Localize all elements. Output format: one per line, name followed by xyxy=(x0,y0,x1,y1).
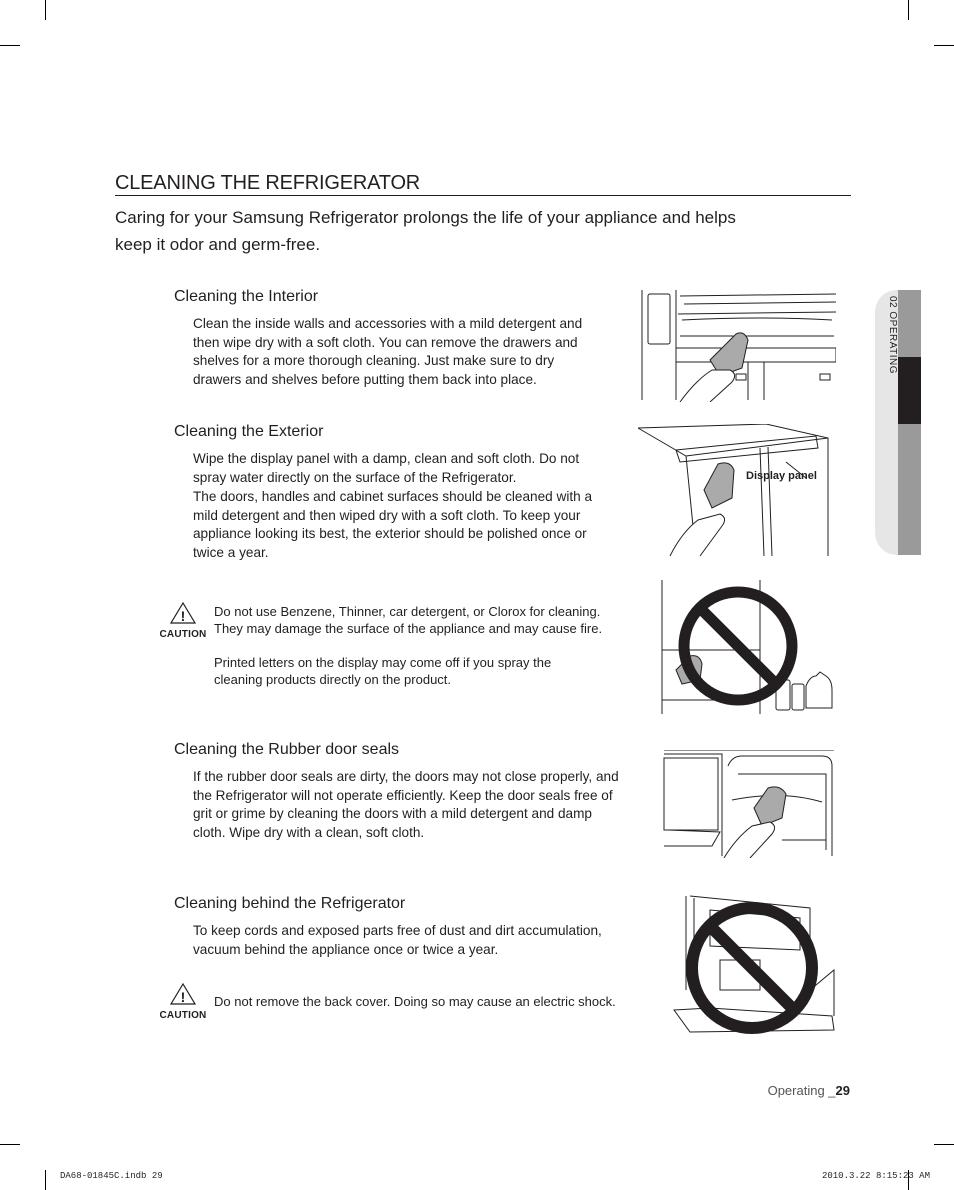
crop-mark xyxy=(934,1144,954,1145)
print-file-name: DA68-01845C.indb 29 xyxy=(60,1171,163,1181)
exterior-text-2: The doors, handles and cabinet surfaces should be cleaned with a mild detergent and then wiped dry with a soft cloth. To keep your appliance looking its best, the exterior should be polished once or twice a year. xyxy=(193,489,593,560)
door-seal-cleaning-illustration xyxy=(662,750,836,858)
heading-cleaning-rubber-door-seals: Cleaning the Rubber door seals xyxy=(174,741,400,758)
heading-cleaning-interior: Cleaning the Interior xyxy=(174,288,319,305)
heading-cleaning-behind-refrigerator: Cleaning behind the Refrigerator xyxy=(174,895,406,912)
exterior-cleaning-illustration xyxy=(636,424,832,558)
chapter-tab-label: 02 OPERATING xyxy=(887,296,898,375)
crop-mark xyxy=(0,1144,20,1145)
behind-refrigerator-text: To keep cords and exposed parts free of dust and dirt accumulation, vacuum behind the appliance once or twice a year. xyxy=(193,923,602,957)
crop-mark xyxy=(0,45,20,46)
section-title: CLEANING THE REFRIGERATOR xyxy=(115,172,421,194)
crop-mark xyxy=(45,0,46,20)
exterior-text-1: Wipe the display panel with a damp, clean and soft cloth. Do not spray water directly on the surface of the Refrigerator. xyxy=(193,451,580,485)
interior-text: Clean the inside walls and accessories with a mild detergent and then wipe dry with a soft cloth. You can remove the drawers and shelves for a more thorough cleaning. Just make sure to dry drawers and shelves before putting them back into place. xyxy=(193,316,583,387)
caution-block-1 xyxy=(156,602,210,640)
caution-label: CAUTION xyxy=(159,1010,207,1021)
caution-label: CAUTION xyxy=(159,629,207,640)
title-rule xyxy=(115,195,851,196)
caution-block-2 xyxy=(156,983,210,1021)
interior-cleaning-illustration xyxy=(640,290,836,402)
display-panel-label: Display panel xyxy=(746,470,817,482)
warning-triangle-icon xyxy=(170,983,196,1005)
prohibited-cleaning-products-illustration xyxy=(660,580,836,718)
svg-text:!: ! xyxy=(180,608,186,624)
caution-2-text: Do not remove the back cover. Doing so may cause an electric shock. xyxy=(214,994,616,1009)
page-footer xyxy=(768,1083,850,1098)
prohibited-back-cover-illustration xyxy=(670,890,836,1036)
page-number: 29 xyxy=(835,1083,850,1098)
prohibited-sign-icon xyxy=(692,908,812,1028)
footer-section: Operating _ xyxy=(767,1083,836,1098)
warning-triangle-icon xyxy=(170,602,196,624)
rubber-seals-text: If the rubber door seals are dirty, the doors may not close properly, and the Refrigerator will not operate efficiently. Keep the door seals free of grit or grime by cleaning the doors with a mild detergent and damp cloth. Wipe dry with a clean, soft cloth. xyxy=(193,769,619,840)
crop-mark xyxy=(908,0,909,20)
crop-mark xyxy=(45,1170,46,1190)
caution-1-text: Do not use Benzene, Thinner, car detergent, or Clorox for cleaning. They may damage the surface of the appliance and may cause fire. xyxy=(214,604,603,636)
svg-text:!: ! xyxy=(180,989,186,1005)
print-date: 2010.3.22 8:15:23 AM xyxy=(821,1171,930,1181)
chapter-tab-active-marker xyxy=(898,357,921,424)
intro-text: Caring for your Samsung Refrigerator prolongs the life of your appliance and helps keep it odor and germ-free. xyxy=(115,208,736,254)
heading-cleaning-exterior: Cleaning the Exterior xyxy=(174,423,324,440)
caution-1-note: Printed letters on the display may come off if you spray the cleaning products directly on the product. xyxy=(214,655,552,687)
crop-mark xyxy=(934,45,954,46)
prohibited-sign-icon xyxy=(684,592,792,700)
